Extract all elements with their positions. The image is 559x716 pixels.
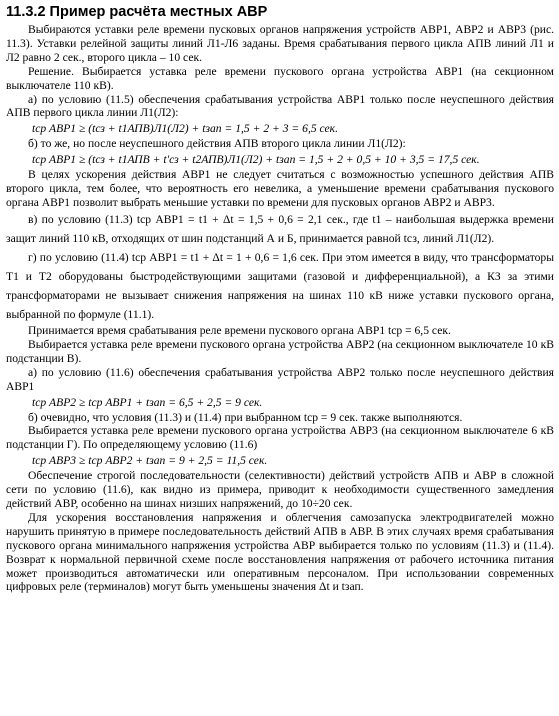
paragraph-condition-g: г) по условию (11.4) tср АВР1 = t1 + Δt = 1 + 0,6 = 1,6 сек. При этом имеется в виду, что трансформаторы Т1 и Т2 оборудованы быстродействующими защитами (газовой и дифференциальной), а КЗ за этими трансформаторами не вызывает снижения напряжения на шинах 110 кВ ниже уставки пускового органа, выбранной по формуле (11.1). [6,250,554,321]
paragraph-acceleration: В целях ускорения действия АВР1 не следует считаться с возможностью успешного действия АПВ второго цикла, тем более, что вероятность его невелика, а уменьшение времени срабатывания пускового органа АВР1 позволит выбрать меньшие уставки по времени для пусковых органов АВР2 и АВР3. [6,168,554,210]
paragraph-task: Выбираются уставки реле времени пусковых органов напряжения устройств АВР1, АВР2 и АВР3 (рис. 11.3). Уставки релейной защиты линий Л1-Л6 заданы. Время срабатывания первого цикла АПВ линий Л1 и Л2 равно 2 сек., второго цикла – 10 сек. [6,23,554,64]
formula-avr1-first-cycle: tср АВР1 ≥ (tсз + t1АПВ)Л1(Л2) + tзап = 1,5 + 2 + 3 = 6,5 сек. [32,122,339,136]
paragraph-accepted-avr1: Принимается время срабатывания реле времени пускового органа АВР1 tср = 6,5 сек. [28,323,451,337]
paragraph-condition-b: б) то же, но после неуспешного действия АПВ второго цикла линии Л1(Л2): [28,137,406,151]
paragraph-avr2-condition-b: б) очевидно, что условия (11.3) и (11.4) при выбранном tср = 9 сек. также выполняются. [28,410,463,424]
paragraph-selectivity: Обеспечение строгой последовательности (селективности) действий устройств АПВ и АВР в сложной сети по условию (11.6), как видно из примера, приводит к необходимости существенного замедления действий АВР, особенно на шинах низших напряжений, до 10÷20 сек. [6,469,554,511]
paragraph-avr2-condition-a: а) по условию (11.6) обеспечения срабатывания устройства АВР2 только после неуспешного действия АВР1 [6,365,554,393]
paragraph-condition-a: а) по условию (11.5) обеспечения срабатывания устройства АВР1 только после неуспешного действия АПВ первого цикла линии Л1(Л2): [6,92,554,120]
formula-avr3: tср АВР3 ≥ tср АВР2 + tзап = 9 + 2,5 = 11,5 сек. [32,454,268,468]
section-heading: 11.3.2 Пример расчёта местных АВР [6,4,268,20]
paragraph-avr3-intro: Выбирается уставка реле времени пускового органа устройства АВР3 (на секционном выключателе 6 кВ подстанции Г). По определяющему условию (11.6) [6,424,554,452]
paragraph-solution: Решение. Выбирается уставка реле времени пускового органа устройства АВР1 (на секционном выключателе 110 кВ). [6,64,554,92]
formula-avr1-second-cycle: tср АВР1 ≥ (tсз + t1АПВ + t′сз + t2АПВ)Л1(Л2) + tзап = 1,5 + 2 + 0,5 + 10 + 3,5 = 17,5 сек. [32,153,480,167]
formula-avr2: tср АВР2 ≥ tср АВР1 + tзап = 6,5 + 2,5 = 9 сек. [32,395,263,409]
paragraph-avr2-intro: Выбирается уставка реле времени пускового органа устройства АВР2 (на секционном выключателе 10 кВ подстанции В). [6,337,554,365]
paragraph-condition-v: в) по условию (11.3) tср АВР1 = t1 + Δt = 1,5 + 0,6 = 2,1 сек., где t1 – наибольшая выдержка времени защит линий 110 кВ, отходящих от шин подстанций А и Б, принимается равной tсз, линий Л1(Л2). [6,212,554,245]
paragraph-speedup: Для ускорения восстановления напряжения и облегчения самозапуска электродвигателей можно нарушить принятую в примере последовательность действий АПВ в АВР. В этих случаях время срабатывания пускового органа минимального напряжения устройства АВР выбирается только по условиям (11.3) и (11.4). Возврат к нормальной первичной схеме после восстановления напряжения от рабочего источника питания может производиться автоматически или оперативным персоналом. При использовании современных цифровых реле (терминалов) могут быть уменьшены значения Δt и tзап. [6,510,554,594]
